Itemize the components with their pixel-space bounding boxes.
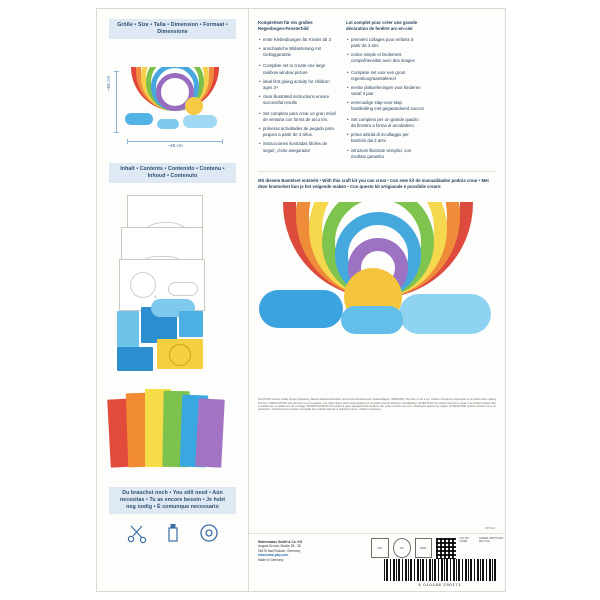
- list-item: • erste Klebeübungen für Kinder ab 3: [263, 37, 336, 43]
- cloud-mid-small: [157, 119, 179, 129]
- list-en: [258, 63, 336, 106]
- list-item: • eerste plakoefeningen voor kinderen vanaf 3 jaar: [351, 85, 424, 97]
- cloud-left-small: [125, 113, 153, 125]
- gruener-punkt-label: GP: [393, 538, 411, 558]
- package-panel: [96, 8, 506, 592]
- recycle-note-1: FSC MIX PAPER: [459, 538, 469, 543]
- heading-de: Komplettset für ein großes Regenbogen-Fensterbild: [258, 20, 313, 32]
- rainbow-scene-large: [249, 194, 505, 394]
- list-item: • eenvoudige stap-voor-stap handleiding met gegarandeerd succes: [351, 100, 424, 112]
- article-number: 1572/22: [484, 526, 495, 530]
- legal-warning-text: ACHTUNG! Dieses Artikel ist kein Spielzeug. Bauteil leitet/wird Bestehn durch einen Erwachsenen beaufschlagen. WARNING! This item is not a toy. Children should be supervised by an adult when making this item. PRECAUTION! este artículo no es un juguete. Los niños deben estar supervisados por un adulto cuando fabrican manualidades. ATTENTION! Cet article n'est pas un jouet. Les enfants doivent être surveillés par un adulte lors du montage. WAARSCHUWING! Dit artikel is geen speelgoed! De kinderen zijn onder toezicht van een volwassene tijdens het maken. ATTENZIONE! Questo articolo non è un giocattolo. I bambini devono essere sorvegliati da un adulto quando si realizza il pezzo. • Made in Germany: [258, 398, 496, 412]
- list-es: [258, 111, 336, 154]
- address-line-1: August-Grosch-Straße 28 - 38: [258, 544, 301, 549]
- list-item: • Set completo per un grande quadro da finestra a forma di arcobaleno: [351, 117, 424, 129]
- card-blue-3: [179, 311, 203, 337]
- contents-header-band: Inhalt • Contents • Contenido • Contenu • Inhoud • Contenuto: [109, 163, 236, 183]
- list-nl: [346, 70, 424, 113]
- list-item: • ideal first gluing activity for children ages 3+: [263, 79, 336, 91]
- cloud-left-large: [259, 290, 343, 328]
- left-column: [97, 9, 249, 591]
- card-blue-4: [117, 347, 153, 371]
- rainbow-illustration-small: [123, 67, 227, 141]
- list-item: • Set completo para crear un gran móvil de ventana con forma de arco iris.: [263, 111, 336, 123]
- you-still-need-band: Du brauchst noch • You still need • Aún necesitas • Tu as encore besoin • Je hebt nog nodig • È comunque necessario: [109, 487, 236, 514]
- manufacturer-address: [258, 540, 302, 562]
- list-item: • notice simple et facilement compréhensible avec des images: [351, 52, 424, 64]
- dimension-width: [127, 141, 223, 151]
- barcode-area: [384, 559, 496, 587]
- sun-shape-small: [185, 97, 203, 115]
- fsc-label: FSC: [371, 538, 389, 558]
- rainbow-arcs: [131, 67, 219, 111]
- description-text-columns: [249, 9, 505, 165]
- contents-illustration: [97, 187, 248, 487]
- tape-icon: [198, 522, 220, 544]
- list-item: • clear illustrated instructions ensure successful results: [263, 94, 336, 106]
- cloud-mid-large: [341, 306, 403, 334]
- list-de: [258, 37, 336, 58]
- you-still-need-icons: [97, 522, 248, 544]
- barcode-image: [384, 559, 496, 581]
- list-item: • prima attività di incollaggio per bambini dai 3 anni: [351, 132, 424, 144]
- list-item: • anschauliche Bildanleitung mit Gelinggarantie: [263, 46, 336, 58]
- list-item: • Complete set to create one large rainbow window picture: [263, 63, 336, 75]
- dimension-height-label: ~56 cm: [106, 75, 111, 91]
- list-item: • instrucciones ilustradas fáciles de seguir, ¡éxito asegurado!: [263, 141, 336, 153]
- size-header-band: Größe • Size • Talla • Dimension • Formaat • Dimensione: [109, 19, 236, 39]
- address-line-2: 96476 Bad Rodach, Germany: [258, 548, 301, 553]
- card-blue-1: [117, 311, 139, 347]
- dimension-height: [108, 71, 116, 133]
- brand-name: Habermaass GmbH & Co. KG: [258, 540, 303, 544]
- size-illustration: [97, 43, 248, 163]
- heading-fr: Lot complet pour créer une grande décoration de fenêtre arc-en-ciel: [346, 20, 418, 32]
- website-link[interactable]: www.haba-play.com: [258, 553, 289, 558]
- list-item: • istruzioni illustrate semplici, con risultato garantito: [351, 148, 424, 160]
- made-in-label: Made in Germany: [258, 557, 284, 562]
- dimension-width-label: ~48 cm: [167, 143, 183, 148]
- template-sheet-3: A: [119, 259, 205, 311]
- list-item: • primeras actividades de pegado para peques a partir de 3 años.: [263, 126, 336, 138]
- list-item: • premiers collages pour enfants à partir de 3 ans: [351, 37, 424, 49]
- card-yellow-sun: [157, 339, 203, 369]
- list-item: • Complete set voor een groot regenboograamtafereel: [351, 70, 424, 82]
- barcode-number: 4 010168 290171: [418, 582, 462, 587]
- cloud-right-large: [399, 294, 491, 334]
- text-column-2: [346, 20, 424, 165]
- scissors-icon: [126, 522, 148, 544]
- list-it: [346, 117, 424, 160]
- right-column: [249, 9, 505, 591]
- craft-note-text: Mit diesem Bastelset entsteht • With this craft kit you can creat • Con este kit de manualidades podrás crear • Met deze knutselset kun je het volgende maken • Con questo kit artigianale è possibile creare:: [258, 177, 489, 189]
- footer: [249, 526, 505, 591]
- paper-purple: [195, 398, 225, 467]
- recycle-note-2: SAMMEL WERTSTOFF RECYCLE: [478, 538, 504, 543]
- cloud-right-small: [183, 115, 217, 128]
- glue-stick-icon: [162, 522, 184, 544]
- text-column-1: [258, 20, 336, 165]
- list-fr: [346, 37, 424, 64]
- certification-badges: [371, 538, 505, 560]
- resy-label: RESY: [415, 538, 433, 558]
- qr-code[interactable]: [436, 538, 455, 560]
